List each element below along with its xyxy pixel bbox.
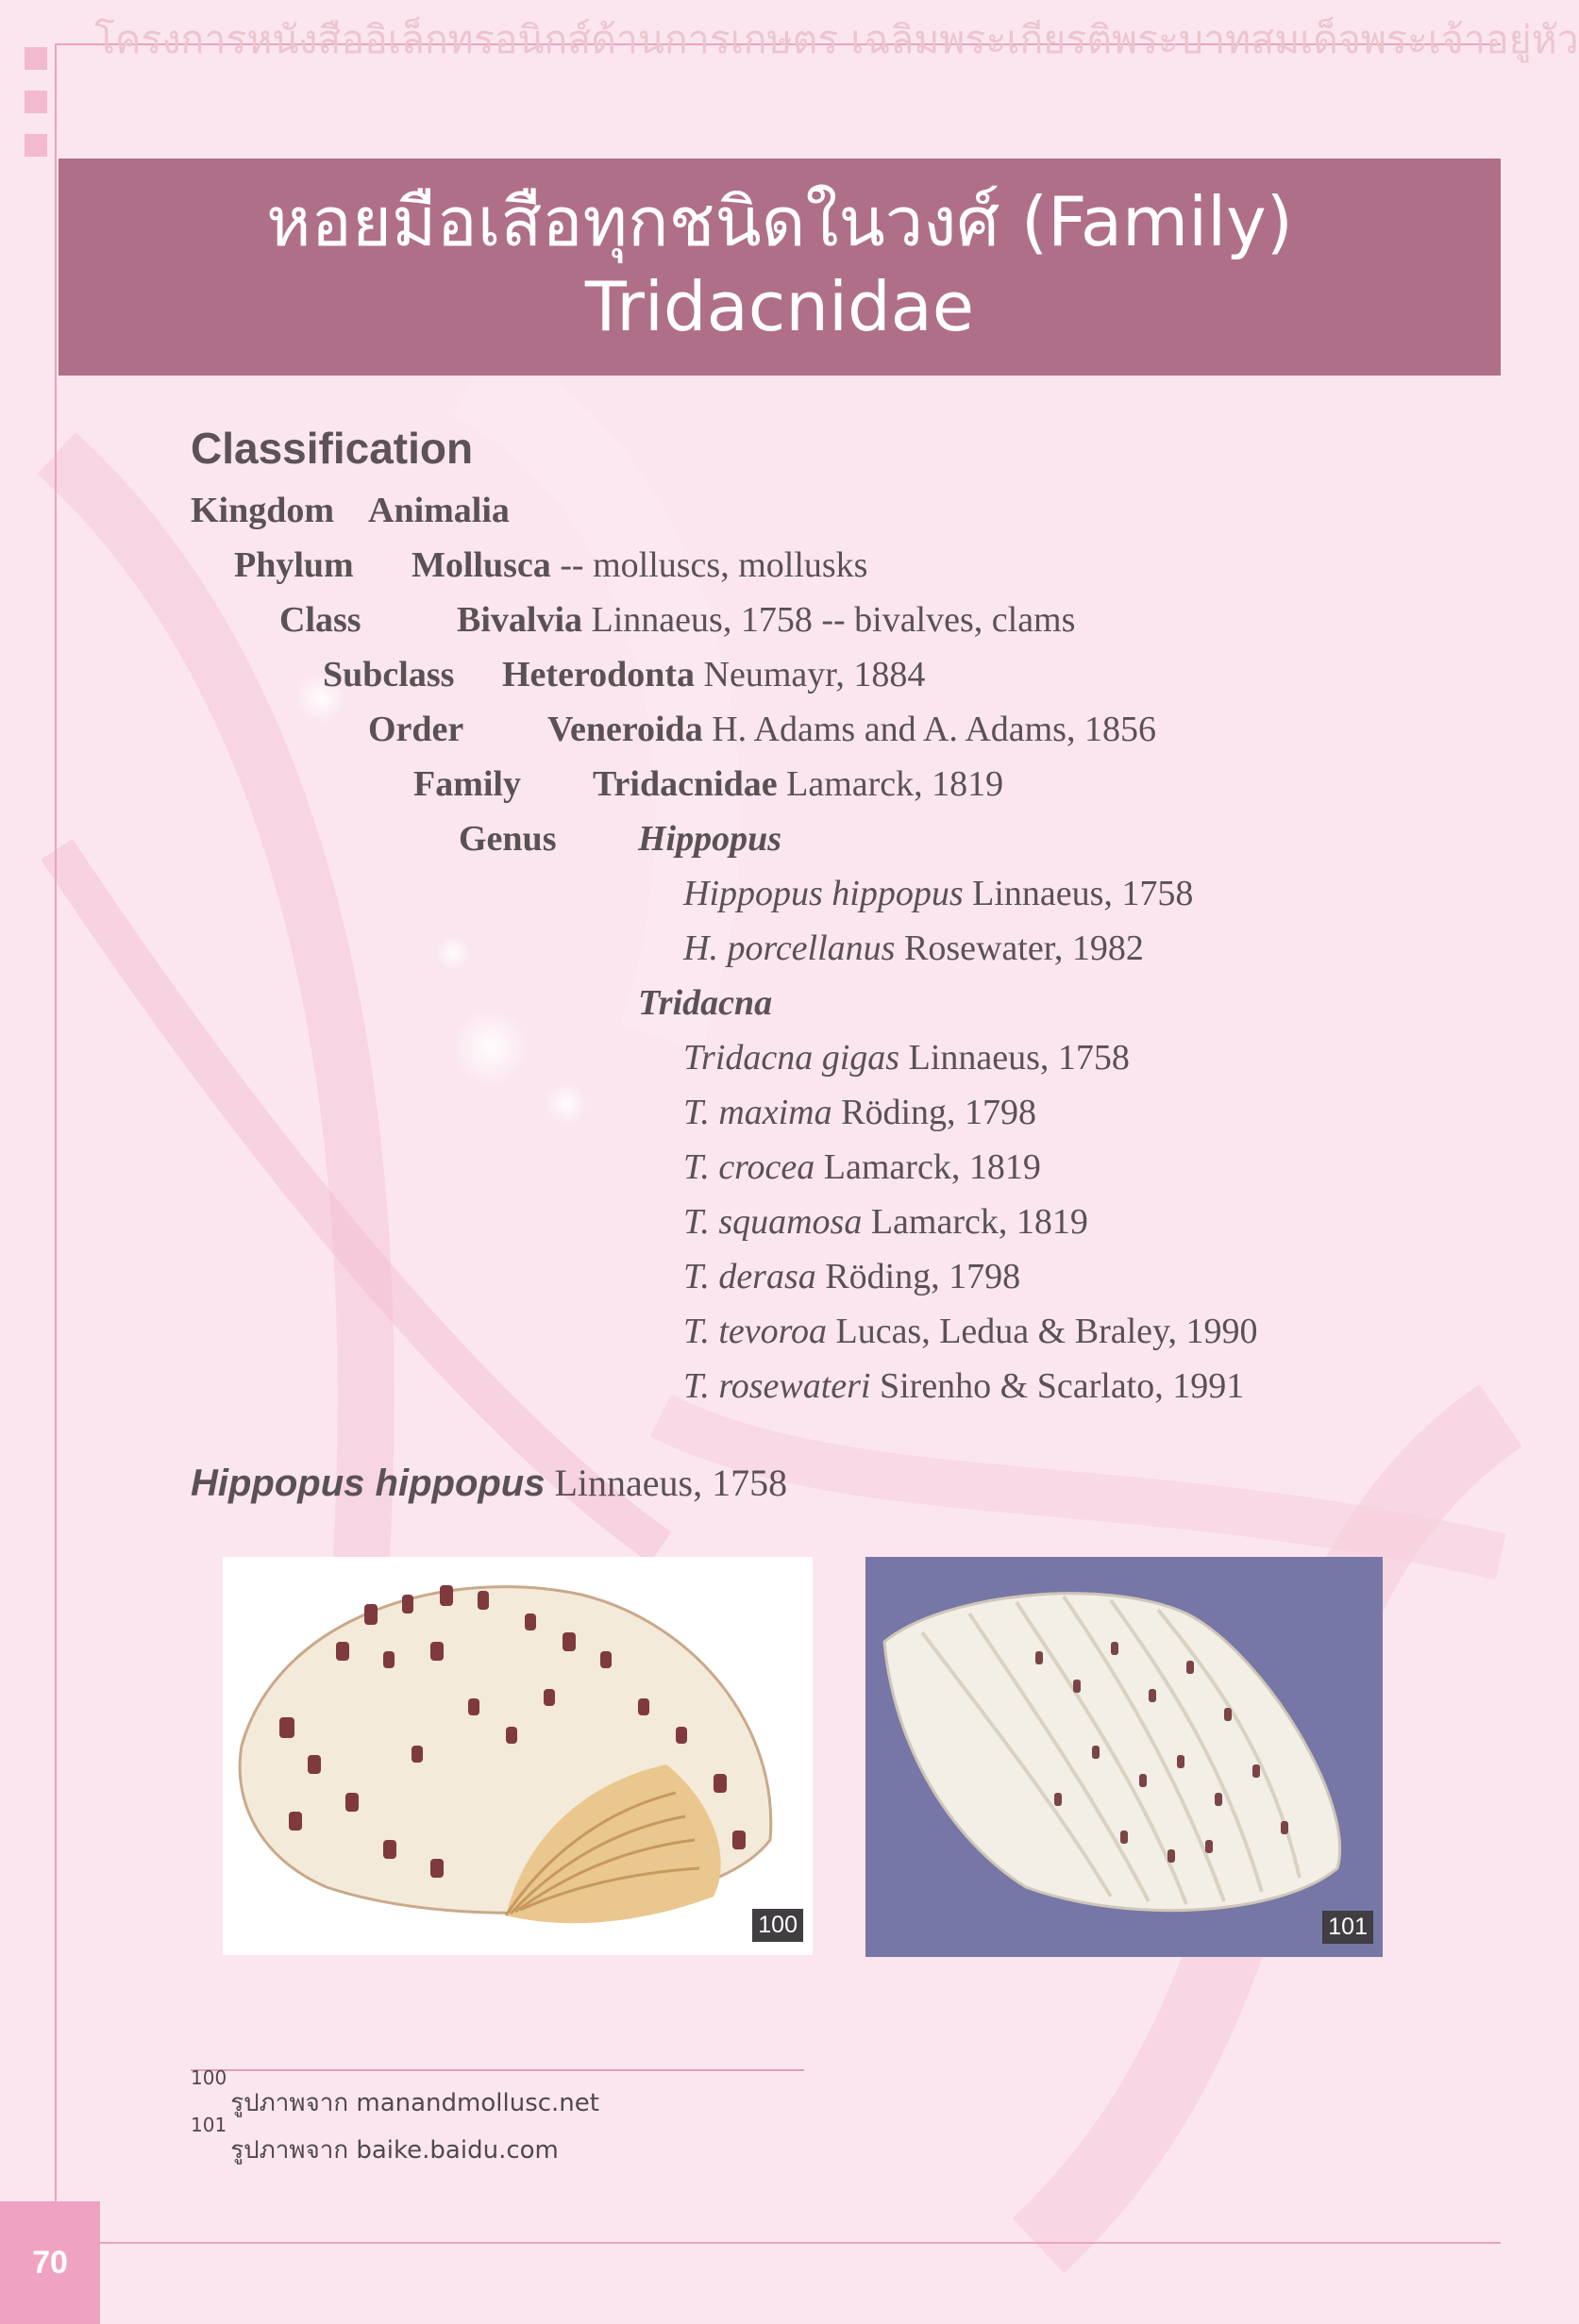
taxon-kingdom [191, 489, 510, 532]
rank-label: Class [279, 600, 361, 640]
rank-label: Order [368, 710, 464, 749]
species-name: T. squamosa [683, 1202, 863, 1242]
species-name: T. maxima [683, 1093, 832, 1132]
species-name: T. derasa [683, 1257, 816, 1296]
footnote-divider [191, 2069, 804, 2071]
footnote-100 [191, 2066, 599, 2122]
taxon-detail: H. Adams and A. Adams, 1856 [702, 710, 1156, 749]
species-item [683, 1364, 1244, 1408]
footnote-text: รูปภาพจาก baike.baidu.com [230, 2136, 559, 2165]
classification-heading: Classification [191, 424, 474, 473]
taxon-name: Heterodonta [502, 655, 696, 694]
genus-name: Hippopus [638, 819, 782, 859]
footnote-101 [191, 2114, 559, 2169]
species-name: T. rosewateri [683, 1366, 871, 1406]
photo-number-badge: 101 [1322, 1911, 1373, 1944]
species-author: Sirenho & Scarlato, 1991 [870, 1366, 1245, 1406]
species-name: H. porcellanus [683, 928, 896, 968]
species-author: Linnaeus, 1758 [899, 1038, 1130, 1078]
footnote-number: 101 [191, 2114, 227, 2137]
taxon-detail: Neumayr, 1884 [695, 655, 926, 694]
project-watermark: โครงการหนังสืออิเล็กทรอนิกส์ด้านการเกษตร เฉลิมพระเกียรติพระบาทสมเด็จพระเจ้าอยู่หัว [94, 17, 1579, 62]
taxon-name: Veneroida [547, 710, 703, 749]
species-author: Linnaeus, 1758 [963, 874, 1194, 913]
footnote-number: 100 [191, 2066, 227, 2090]
photo-number-badge: 100 [752, 1909, 803, 1942]
species-name: Tridacna gigas [683, 1038, 900, 1078]
footnote-text: รูปภาพจาก manandmollusc.net [230, 2089, 599, 2117]
clam-shell-illustration [223, 1557, 813, 1955]
species-author: Röding, 1798 [815, 1257, 1021, 1296]
species-item [683, 872, 1193, 915]
species-item [683, 1145, 1041, 1189]
title-family: Tridacnidae [584, 267, 975, 346]
taxon-name: Bivalvia [457, 600, 583, 640]
rank-label: Kingdom [191, 491, 335, 530]
rank-label: Family [413, 764, 521, 804]
title-thai: หอยมือเสือทุกชนิดในวงศ์ (Family) [266, 182, 1293, 261]
taxon-name: Mollusca [412, 545, 551, 585]
taxon-order [368, 708, 1156, 751]
taxon-class [279, 598, 1075, 642]
species-item [683, 1200, 1088, 1244]
taxon-detail: Lamarck, 1819 [777, 764, 1004, 804]
species-name: T. crocea [683, 1147, 815, 1187]
taxon-subclass [323, 653, 925, 696]
taxon-detail: -- molluscs, mollusks [550, 545, 868, 585]
shell-photo-101 [865, 1557, 1383, 1957]
rank-label: Subclass [323, 655, 455, 694]
genus-name: Tridacna [638, 983, 773, 1023]
rank-label: Phylum [234, 545, 354, 585]
species-author: Lucas, Ledua & Braley, 1990 [826, 1312, 1258, 1351]
rank-label: Genus [459, 819, 557, 859]
taxon-genus-hippopus [459, 817, 781, 861]
species-item [683, 1255, 1020, 1298]
title-banner [59, 159, 1501, 376]
species-item [683, 1091, 1036, 1134]
caption-author: Linnaeus, 1758 [545, 1462, 788, 1504]
species-item [683, 1310, 1258, 1353]
corner-decoration [25, 47, 49, 177]
species-caption [191, 1461, 787, 1505]
species-name: Hippopus hippopus [683, 874, 964, 913]
species-item [683, 927, 1144, 970]
taxon-name: Tridacnidae [593, 764, 778, 804]
taxon-family [413, 762, 1003, 806]
species-item [683, 1036, 1130, 1079]
clam-shell-illustration [865, 1557, 1383, 1957]
species-author: Rosewater, 1982 [895, 928, 1144, 968]
species-author: Lamarck, 1819 [815, 1147, 1041, 1187]
taxon-detail: Linnaeus, 1758 -- bivalves, clams [582, 600, 1076, 640]
taxon-name: Animalia [368, 491, 510, 530]
species-author: Röding, 1798 [831, 1093, 1037, 1132]
species-author: Lamarck, 1819 [862, 1202, 1088, 1242]
shell-photo-100 [223, 1557, 813, 1955]
taxon-genus-tridacna [638, 981, 772, 1025]
taxon-phylum [234, 543, 867, 587]
page-number: 70 [0, 2201, 100, 2324]
caption-species-name: Hippopus hippopus [191, 1463, 546, 1504]
species-name: T. tevoroa [683, 1312, 827, 1351]
